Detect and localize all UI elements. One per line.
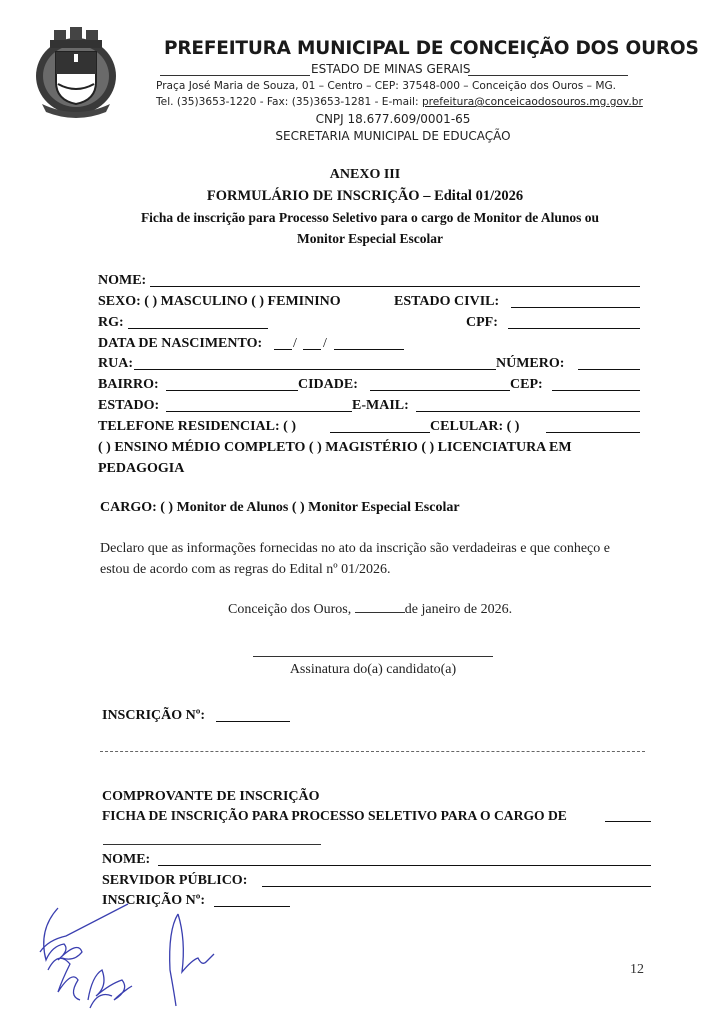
date-separator: /: [323, 336, 327, 351]
row-nascimento: [98, 336, 643, 356]
handwritten-signatures: [18, 900, 218, 1012]
nome-field[interactable]: [150, 273, 640, 287]
form-subtitle-2: Monitor Especial Escolar: [297, 231, 443, 246]
rua-field[interactable]: [134, 356, 496, 370]
receipt-inscricao-label: INSCRIÇÃO Nº:: [102, 893, 206, 908]
cargo-options[interactable]: CARGO: ( ) Monitor de Alunos ( ) Monitor Especial Escolar: [100, 500, 460, 515]
sexo-options[interactable]: SEXO: ( ) MASCULINO ( ) FEMININO: [98, 294, 341, 309]
numero-field[interactable]: [578, 356, 640, 370]
state-line-left: [160, 75, 310, 76]
form-title: FORMULÁRIO DE INSCRIÇÃO – Edital 01/2026: [206, 188, 524, 204]
department: SECRETARIA MUNICIPAL DE EDUCAÇÃO: [275, 129, 511, 143]
nome-label: NOME:: [98, 273, 147, 288]
form-subtitle-1: Ficha de inscrição para Processo Seletivo para o cargo de Monitor de Alunos ou: [140, 210, 600, 225]
address-line: Praça José Maria de Souza, 01 – Centro – CEP: 37548-000 – Conceição dos Ouros – MG.: [156, 80, 617, 92]
row-sexo: [98, 294, 643, 314]
contact-line: [156, 96, 643, 108]
page-number: 12: [630, 962, 644, 977]
signature-line[interactable]: [253, 656, 493, 657]
receipt-nome-label: NOME:: [102, 852, 151, 867]
email-label: E-MAIL:: [352, 398, 409, 413]
cidade-label: CIDADE:: [298, 377, 358, 392]
celular-field[interactable]: [546, 419, 640, 433]
row-rg-cpf: [98, 315, 643, 335]
state-name: ESTADO DE MINAS GERAIS: [311, 62, 471, 76]
celular-label: CELULAR: ( ): [430, 419, 520, 434]
declaration-line-2: estou de acordo com as regras do Edital nº 01/2026.: [100, 562, 391, 577]
estado-label: ESTADO:: [98, 398, 160, 413]
rua-label: RUA:: [98, 356, 133, 371]
row-telefone: [98, 419, 643, 439]
receipt-inscricao-field[interactable]: [214, 893, 290, 907]
telefone-label: TELEFONE RESIDENCIAL: ( ): [98, 419, 296, 434]
place-date-prefix: Conceição dos Ouros,: [228, 602, 355, 617]
row-escolaridade: [98, 440, 643, 460]
estado-civil-label: ESTADO CIVIL:: [394, 294, 500, 309]
annex-title: ANEXO III: [329, 167, 401, 182]
cep-field[interactable]: [552, 377, 640, 391]
place-date-suffix: de janeiro de 2026.: [404, 602, 513, 617]
row-bairro: [98, 377, 643, 397]
municipal-seal-icon: [28, 24, 124, 120]
row-nome: [98, 273, 643, 293]
receipt-cargo-field[interactable]: [605, 808, 651, 822]
state-line-right: [468, 75, 628, 76]
place-date: [228, 600, 512, 618]
row-inscricao: [102, 708, 647, 728]
numero-label: NÚMERO:: [496, 356, 565, 371]
mes-field[interactable]: [303, 336, 321, 350]
row-estado: [98, 398, 643, 418]
row-rua: [98, 356, 643, 376]
cpf-label: CPF:: [466, 315, 498, 330]
declaration-line-1: Declaro que as informações fornecidas no ato da inscrição são verdadeiras e que conheço e: [100, 541, 610, 556]
bairro-field[interactable]: [166, 377, 298, 391]
cnpj: CNPJ 18.677.609/0001-65: [315, 112, 471, 126]
municipality-title: PREFEITURA MUNICIPAL DE CONCEIÇÃO DOS OUROS: [164, 38, 699, 59]
cep-label: CEP:: [510, 377, 543, 392]
row-escolaridade-2: [98, 461, 643, 481]
receipt-heading-row: [102, 789, 647, 809]
nascimento-label: DATA DE NASCIMENTO:: [98, 336, 263, 351]
email-link[interactable]: prefeitura@conceicaodosouros.mg.gov.br: [421, 96, 643, 108]
estado-field[interactable]: [166, 398, 352, 412]
receipt-cargo-field-cont[interactable]: [103, 844, 321, 845]
receipt-heading: COMPROVANTE DE INSCRIÇÃO: [102, 789, 320, 804]
dia-field[interactable]: [274, 336, 292, 350]
day-field[interactable]: [355, 600, 405, 613]
telefone-field[interactable]: [330, 419, 430, 433]
estado-civil-field[interactable]: [511, 294, 640, 308]
receipt-nome-row: [102, 852, 647, 872]
cidade-field[interactable]: [370, 377, 510, 391]
rg-label: RG:: [98, 315, 124, 330]
row-cargo: [100, 500, 645, 520]
cpf-field[interactable]: [508, 315, 640, 329]
cut-line: [100, 751, 645, 752]
escolaridade-options[interactable]: ( ) ENSINO MÉDIO COMPLETO ( ) MAGISTÉRIO ( ) LICENCIATURA EM: [98, 440, 572, 455]
inscricao-label: INSCRIÇÃO Nº:: [102, 708, 206, 723]
receipt-ficha: FICHA DE INSCRIÇÃO PARA PROCESSO SELETIVO PARA O CARGO DE: [102, 808, 567, 823]
rg-field[interactable]: [128, 315, 268, 329]
receipt-ficha-row: [102, 808, 647, 828]
inscricao-field[interactable]: [216, 708, 290, 722]
receipt-servidor-row: [102, 873, 647, 893]
bairro-label: BAIRRO:: [98, 377, 159, 392]
contact-text: Tel. (35)3653-1220 - Fax: (35)3653-1281 - E-mail:: [156, 96, 422, 108]
receipt-servidor-field[interactable]: [262, 873, 651, 887]
ano-field[interactable]: [334, 336, 404, 350]
receipt-nome-field[interactable]: [158, 852, 651, 866]
signature-label: Assinatura do(a) candidato(a): [289, 662, 457, 677]
date-separator: /: [293, 336, 297, 351]
receipt-servidor-label: SERVIDOR PÚBLICO:: [102, 873, 248, 888]
email-field[interactable]: [416, 398, 640, 412]
escolaridade-options-cont: PEDAGOGIA: [98, 461, 185, 476]
